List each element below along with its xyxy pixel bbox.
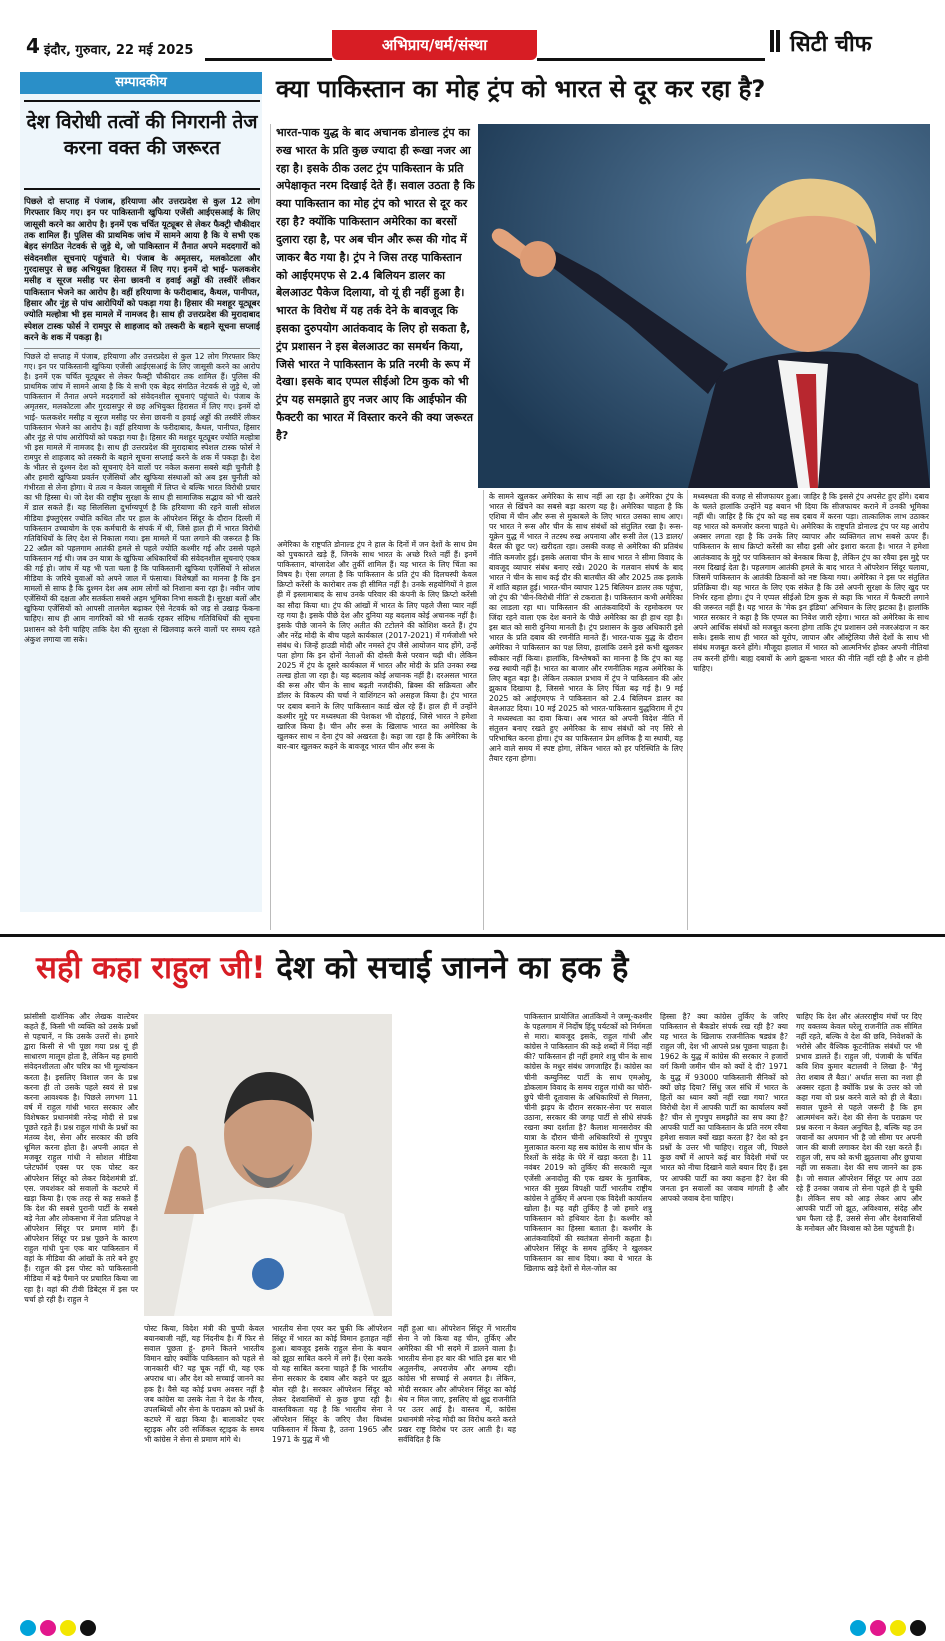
header-rule-left [205,58,332,61]
bottom-column-7: चाहिए कि देश और अंतरराष्ट्रीय मंचों पर दिए गए वक्तव्य केवल घरेलू राजनीति तक सीमित नहीं रहते, बल्कि वे देश की छवि, निवेशकों के भरोसे और वैश्विक कूटनीतिक संबंधों पर भी प्रभाव डालते हैं। राहुल जी, पंजाबी के चर्चित कवि शिव कुमार बटालवी ने लिखा है- 'मैनूं तेरा शबाब लै बैठा।' अर्थात सत्ता का नशा ही अक्सर रहता है क्योंकि प्रश्न के उत्तर को जो कहा गया वो प्रश्न करने वाले को ही ले बैठा। सवाल पूछने से पहले जरूरी है कि हम आत्ममंथन करें। देश की सेना के पराक्रम पर प्रश्न करना न केवल अनुचित है, बल्कि यह उन जवानों का अपमान भी है जो सीमा पर अपनी जान की बाजी लगाकर देश की रक्षा करते हैं। राहुल जी, सच को कभी झुठलाया और छुपाया नहीं जा सकता। देश की सच जानने का हक है। जो सवाल ऑपरेशन सिंदूर पर आप उठा रहे हैं उनका जवाब तो सेना पहले ही दे चुकी है। लेकिन सच को आड़ लेकर आप और आपकी पार्टी जो झूठ, अविश्वास, संदेह और भ्रम फैला रहे हैं, उससे सेना और देशवासियों के मनोबल और विश्वास को ठेस पहुंचती है। [796,1012,922,1233]
registration-mark-icon [910,1620,926,1636]
person-speaking-photo [144,1014,392,1316]
photo-illustration-2 [144,1014,392,1316]
editorial-lead: पिछले दो सप्ताह में पंजाब, हरियाणा और उत्तरप्रदेश से कुल 12 लोग गिरफ्तार किए गए। इन पर पाकिस्तानी खुफिया एजेंसी आईएसआई के लिए जासूसी करने का आरोप है। इनमें एक चर्चित यूट्यूबर से लेकर फैक्ट्री चौकीदार तक शामिल हैं। पुलिस की प्राथमिक जांच में सामने आया है कि ये सभी एक बेहद संगठित नेटवर्क से जुड़े थे, जो पाकिस्तान में तैनात अपने मददगारों को संवेदनशील सूचनाएं पहुंचाते थे। पंजाब के अमृतसर, मलकोटला और गुरदासपुर से छह अभियुक्त हिरासत में लिए गए। इनमें दो भाई- फलकशेर मसीह व सूरज मसीह पर सेना छावनी व हवाई अड्डों की तस्वीरें लीकर पाकिस्तान भेजने का आरोप है। वहीं हरियाणा के फरीदाबाद, कैथल, पानीपत, हिसार और नूंह से पांच आरोपियों को पकड़ा गया है। हिसार की मशहूर यूट्यूबर ज्योति मल्होत्रा भी इस मामले में नामजद है। साथ ही उत्तरप्रदेश की मुरादाबाद स्पेशल टास्क फोर्स ने रामपुर से शाहजाद को तस्करी के बहाने सूचना सप्लाई करने के शक में पकड़ा है। [24,196,260,343]
column-rule [687,490,688,930]
editorial-label: सम्पादकीय [20,72,262,94]
registration-mark-icon [890,1620,906,1636]
registration-mark-icon [850,1620,866,1636]
bottom-headline [36,948,916,988]
section-tab: अभिप्राय/धर्म/संस्था [332,30,537,60]
dateline: इंदौर, गुरुवार, 22 मई 2025 [44,43,194,58]
column-rule [483,490,484,930]
editorial-rule-2 [24,188,260,190]
bottom-column-6: हिस्सा है? क्या कांग्रेस तुर्किए के जरिए पाकिस्तान से बैकडोर संपर्क रख रही है? क्या यह भारत के खिलाफ राजनीतिक षड्यंत्र है? राहुल जी, देश भी आपसे प्रश्न पूछना चाहता है। 1962 के युद्ध में कांग्रेस की सरकार ने हजारों वर्ग किमी जमीन चीन को क्यों दे दी? 1971 के युद्ध में 93000 पाकिस्तानी सैनिकों को क्यों छोड़ दिया? सिंधु जल संधि में भारत के हितों का ध्यान क्यों नहीं रखा गया? भारत विरोधी देश में आपकी पार्टी का कार्यालय क्यों है? चीन से गुपचुप समझौते का सच क्या है? आपकी पार्टी का पाकिस्तान के प्रति नरम रवैया हमेशा सवाल क्यों खड़ा करता है? देश को इन प्रश्नों के उत्तर भी चाहिए। राहुल जी, पिछले कुछ वर्षों में आपने कई बार विदेशी मंचों पर भारत को नीचा दिखाने वाले बयान दिए हैं। इस पर आपकी पार्टी का क्या कहना है? देश की जनता इन सवालों का जवाब मांगती है और आपको जवाब देना चाहिए। [660,1012,788,1203]
brand-bars-icon [770,30,782,56]
bottom-headline-red: सही कहा राहुल जी! [36,950,266,986]
main-column-3: मध्यस्थता की वजह से सीजफायर हुआ। जाहिर है कि इससे ट्रंप अपसेट हुए होंगे। दबाव के चलते हालांकि उन्होंने यह बयान भी दिया कि सीजफायर कराने में उनकी भूमिका नहीं थी। जाहिर है कि ट्रंप को यह सब दबाव में करना पड़ा। तात्कालिक लाभ उठाकर वह भारत को कमजोर करना चाहते थे। अमेरिका के राष्ट्रपति डोनाल्ड ट्रंप पर यह आरोप अक्सर लगता रहा है कि उनके लिए व्यापार और व्यक्तिगत लाभ सबसे ऊपर हैं। पाकिस्तान के साथ क्रिप्टो करेंसी का सौदा इसी ओर इशारा करता है। भारत ने हमेशा आतंकवाद के मुद्दे पर पाकिस्तान को बेनकाब किया है, लेकिन ट्रंप का रवैया इस मुद्दे पर नरम दिखाई देता है। पहलगाम आतंकी हमले के बाद भारत ने ऑपरेशन सिंदूर चलाया, जिसमें पाकिस्तान के आतंकी ठिकानों को नष्ट किया गया। अमेरिका ने इस पर संतुलित प्रतिक्रिया दी। यह भारत के लिए एक संकेत है कि उसे अपनी सुरक्षा के लिए खुद पर निर्भर रहना होगा। ट्रंप ने एप्पल सीईओ टिम कुक से कहा कि भारत में फैक्टरी लगाने की जरूरत नहीं है। यह भारत के 'मेक इन इंडिया' अभियान के लिए झटका है। हालांकि भारत सरकार ने कहा है कि एप्पल का निवेश जारी रहेगा। भारत को अमेरिका के साथ अपने आर्थिक संबंधों को मजबूत करना होगा ताकि ट्रंप प्रशासन उसे नजरअंदाज न कर सके। इसके साथ ही भारत को यूरोप, जापान और ऑस्ट्रेलिया जैसे देशों के साथ भी संबंध मजबूत करने होंगे। मौजूदा हालात में भारत को आत्मनिर्भर होकर अपनी नीतियां तय करनी होंगी। बाह्य दबावों के आगे झुकना भारत की नीति नहीं रही है और न होनी चाहिए। [693,492,929,673]
main-column-1: अमेरिका के राष्ट्रपति डोनाल्ड ट्रंप ने हाल के दिनों में जन देशों के साथ प्रेम को पुचकारते खड़े हैं, जिनके साथ भारत के अच्छे रिश्ते नहीं हैं। इनमें पाकिस्तान, बांग्लादेश और तुर्की शामिल हैं। यह भारत के लिए चिंता का विषय है। ऐसा लगता है कि पाकिस्तान के प्रति ट्रंप की दिलचस्पी केवल क्रिप्टो करेंसी के कारोबार तक ही सीमित नहीं है। उनके सहयोगियों ने हाल ही में इस्लामाबाद के साथ उनके परिवार की कंपनी के लिए क्रिप्टो करेंसी का सौदा किया था। ट्रंप की आंखों में भारत के लिए पहले जैसा प्यार नहीं रह गया है। इसके पीछे देश और दुनिया यह बदलाव कोई अचानक नहीं है। इसके पीछे जानने के लिए अतीत की टटोलने की कोशिश करते हैं। ट्रंप और नरेंद्र मोदी के बीच पहले कार्यकाल (2017-2021) में गर्मजोशी भरे संबंध थे। जिन्हें हाउडी मोदी और नमस्ते ट्रंप जैसे आयोजन याद होंगे, उन्हें पता होगा कि इन दोनों नेताओं की दोस्ती कैसे परवान चढ़ी थी। लेकिन 2025 में ट्रंप के दूसरे कार्यकाल में भारत और मोदी के प्रति उनका रुख तल्ख होता जा रहा है। यह बदलाव कोई अचानक नहीं है। दरअसल भारत की रूस और चीन के साथ बढ़ती नजदीकी, ब्रिक्स की सक्रियता और डॉलर के विकल्प की चर्चा ने वाशिंगटन को असहज किया है। ट्रंप भारत पर दबाव बनाने के लिए पाकिस्तान कार्ड खेल रहे हैं। हाल ही में उन्होंने कश्मीर मुद्दे पर मध्यस्थता की पेशकश भी दोहराई, जिसे भारत ने हमेशा खारिज किया है। चीन और रूस के खिलाफ भारत का अमेरिका के खुलकर साथ न देना ट्रंप को अखरता है। कहा जा रहा है कि अमेरिका के बार-बार खुलकर कहने के बावजूद भारत चीन और रूस के [277,540,477,751]
main-column-2: के सामने खुलकर अमेरिका के साथ नहीं आ रहा है। अमेरिका ट्रंप के भारत से खिंचने का सबसे बड़ा कारण यह है। अमेरिका चाहता है कि एशिया में चीन और रूस से मुकाबले के लिए भारत उसका साथ आए। पर भारत ने रूस और चीन के साथ संबंधों को संतुलित रखा है। रूस-यूक्रेन युद्ध में भारत ने तटस्थ रुख अपनाया और रूसी तेल (13 डालर/बैरल की छूट पर) खरीदता रहा। उसकी वजह से अमेरिका की प्रतिबंध नीति कमजोर हुई। इसके अलावा चीन के साथ भारत ने सीमा विवाद के बावजूद व्यापार संबंध बनाए रखे। 2020 के गलवान संघर्ष के बाद भारत ने चीन के साथ कई दौर की बातचीत की और 2025 तक इलाके में शांति बहाल हुई। भारत-चीन व्यापार 125 बिलियन डालर तक पहुंचा, जो ट्रंप की 'चीन-विरोधी नीति' से टकराता है। पाकिस्तान कभी अमेरिका का लाडला रहा था। पाकिस्तान की आतंकवादियों के रहमोकरम पर जिंदा रहने वाला एक देश बनाने के पीछे अमेरिका का ही हाथ रहा है। इस बात को सारी दुनिया मानती है। ट्रंप प्रशासन के कुछ अधिकारी इसे भारत के प्रति दबाव की रणनीति मानते हैं। भारत-पाक युद्ध के दौरान अमेरिका ने पाकिस्तान का पक्ष लिया, हालांकि उसने इसे कभी खुलकर स्वीकार नहीं किया। हालांकि, विश्लेषकों का मानना है कि ट्रंप का यह रुख स्थायी नहीं है। भारत का बाजार और रणनीतिक महत्व अमेरिका के लिए बहुत बड़ा है। लेकिन तत्काल प्रभाव में ट्रंप ने पाकिस्तान की ओर झुकाव दिखाया है, जिससे भारत के लिए चिंता बढ़ गई है। 9 मई 2025 को आईएमएफ ने पाकिस्तान को 2.4 बिलियन डालर का बेलआउट दिया। 10 मई 2025 को भारत-पाकिस्तान युद्धविराम में ट्रंप ने मध्यस्थता का दावा किया। अब भारत को अपनी विदेश नीति में संतुलन बनाए रखते हुए अमेरिका के साथ संबंधों को नए सिरे से परिभाषित करना होगा। ट्रंप का पाकिस्तान प्रेम क्षणिक है या स्थायी, यह आने वाले समय में स्पष्ट होगा, लेकिन भारत को हर परिस्थिति के लिए तैयार रहना होगा। [489,492,683,764]
person-pointing-photo [478,124,930,488]
brand-name: सिटी चीफ [790,32,872,57]
registration-mark-icon [20,1620,36,1636]
photo-illustration [478,124,930,488]
editorial-rule-3 [24,348,260,349]
editorial-headline: देश विरोधी तत्वों की निगरानी तेज करना वक्त की जरूरत [26,111,258,159]
registration-mark-icon [40,1620,56,1636]
page-header [0,0,945,70]
bottom-column-5: पाकिस्तान प्रायोजित आतंकियों ने जम्मू-कश्मीर के पहलगाम में निर्दोष हिंदू पर्यटकों को निर्ममता से मारा। बावजूद इसके, राहुल गांधी और कांग्रेस ने पाकिस्तान की कड़े शब्दों में निंदा नहीं की? पाकिस्तान ही नहीं हमारे शत्रु चीन के साथ कांग्रेस के मधुर संबंध जगजाहिर हैं। कांग्रेस का चीनी कम्युनिस्ट पार्टी के साथ एमओयू, डोकलाम विवाद के समय राहुल गांधी का चोरी-छुपे चीनी दूतावास के अधिकारियों से मिलना, चीनी झड़प के दौरान सरकार-सेना पर सवाल उठाना, सरकार की जगह पार्टी से सीधे संपर्क रखना क्या दर्शाता है? कैलाश मानसरोवर की यात्रा के दौरान चीनी अधिकारियों से गुपचुप मुलाकात करना यह सब कांग्रेस के साथ चीन के रिश्तों के संदेह के घेरे में खड़ा करता है। 11 नवंबर 2019 को तुर्किए की सरकारी न्यूज एजेंसी अनादोलु की एक खबर के मुताबिक, भारत की मुख्य विपक्षी पार्टी भारतीय राष्ट्रीय कांग्रेस ने तुर्किए में अपना एक विदेशी कार्यालय खोला है। यह वही तुर्किए है जो हमारे शत्रु पाकिस्तान को हथियार देता है। कश्मीर को पाकिस्तान का हिस्सा बताता है। कश्मीर के आतंकवादियों की स्वतंत्रता सेनानी कहता है। ऑपरेशन सिंदूर के समय तुर्किए ने खुलकर पाकिस्तान का साथ दिया। क्या ये भारत के खिलाफ खड़े देशों से मेल-जोल का [524,1012,652,1274]
main-headline: क्या पाकिस्तान का मोह ट्रंप को भारत से दूर कर रहा है? [276,75,766,103]
main-deck: भारत-पाक युद्ध के बाद अचानक डोनाल्ड ट्रंप का रुख भारत के प्रति कुछ ज्यादा ही रूखा नजर आ रहा है। इसके ठीक उलट ट्रंप पाकिस्तान के प्रति अपेक्षाकृत नरम दिखाई देते हैं। सवाल उठता है कि क्या पाकिस्तान का मोह ट्रंप को भारत से दूर कर रहा है? क्योंकि पाकिस्तान अमेरिका का बरसों दुलारा रहा है, पर अब चीन और रूस की गोद में जाकर बैठ गया है। ट्रंप ने जिस तरह पाकिस्तान को आईएमएफ से 2.4 बिलियन डालर का बेलआउट पैकेज दिलाया, वो यूं ही नहीं हुआ है। भारत के विरोध में यह तर्क देने के बावजूद कि इसका दुरुपयोग आतंकवाद के लिए हो सकता है, ट्रंप प्रशासन ने इस बेलआउट का समर्थन किया, जिसे भारत ने पाकिस्तान के प्रति नरमी के रूप में देखा। इसके बाद एप्पल सीईओ टिम कुक को भी ट्रंप यह समझाते हुए नजर आए कि आईफोन की फैक्टरी का भारत में विस्तार करने की क्या जरूरत है? [276,126,475,442]
header-rule-right [537,58,765,61]
registration-mark-icon [80,1620,96,1636]
section-divider [0,934,945,937]
bottom-column-4: नहीं हुआ था। ऑपरेशन सिंदूर में भारतीय सेना ने जो किया वह चीन, तुर्किए और अमेरिका की भी सदमे में डालने वाला है। भारतीय सेना हर बार की भांति इस बार भी अतुलनीय, अपराजेय और अगम्य रही। कांग्रेस भी सच्चाई से अवगत है। लेकिन, मोदी सरकार और ऑपरेशन सिंदूर का कोई श्रेय न मिल जाए, इसलिए वो क्षुद्र राजनीति पर उतर आई है। वास्तव में, कांग्रेस प्रधानमंत्री नरेन्द्र मोदी का विरोध करते करते प्रखर राष्ट्र विरोध पर उतर आती है। यह सर्वविदित है कि [398,1324,516,1445]
registration-mark-icon [60,1620,76,1636]
bottom-headline-black: देश को सचाई जानने का हक है [276,950,629,986]
editorial-rule [24,100,260,102]
registration-mark-icon [870,1620,886,1636]
page-number: 4 [26,34,40,58]
column-rule [270,124,271,930]
editorial-body: पिछले दो सप्ताह में पंजाब, हरियाणा और उत्तरप्रदेश से कुल 12 लोग गिरफ्तार किए गए। इन पर पाकिस्तानी खुफिया एजेंसी आईएसआई के लिए जासूसी करने का आरोप है। इनमें एक चर्चित यूट्यूबर से लेकर फैक्ट्री चौकीदार तक शामिल हैं। पुलिस की प्राथमिक जांच में सामने आया है कि ये सभी एक बेहद संगठित नेटवर्क से जुड़े थे, जो पाकिस्तान में तैनात अपने मददगारों को संवेदनशील सूचनाएं पहुंचाते थे। पंजाब के अमृतसर, मलकोटला और गुरदासपुर से छह अभियुक्त हिरासत में लिए गए। इनमें दो भाई- फलकशेर मसीह व सूरज मसीह पर सेना छावनी व हवाई अड्डों की तस्वीरें लीकर पाकिस्तान भेजने का आरोप है। वहीं हरियाणा के फरीदाबाद, कैथल, पानीपत, हिसार और नूंह से पांच आरोपियों को पकड़ा गया है। हिसार की मशहूर यूट्यूबर ज्योति मल्होत्रा भी इस मामले में नामजद है। साथ ही उत्तरप्रदेश की मुरादाबाद स्पेशल टास्क फोर्स ने रामपुर से शाहजाद को तस्करी के बहाने सूचना सप्लाई करने के शक में पकड़ा है। देश के भीतर से दुश्मन देश को सूचनाएं देने वालों पर नकेल कसना सबसे बड़ी चुनौती है और हमारी खुफिया प्रवर्तन एजेंसियों और खुफिया संस्थाओं को अब इस चुनौती को गंभीरता से लेना होगा। ये तत्व न केवल जासूसी में लिप्त थे बल्कि भारत विरोधी प्रचार का भी हिस्सा थे। जो देश की राष्ट्रीय सुरक्षा के साथ ही सामाजिक सद्भाव को भी खतरे में डाल सकते हैं। यह सिलसिला दुर्भाग्यपूर्ण है कि हरियाणा की रहने वाली सोशल मीडिया इंफ्लुएंसर ज्योति कथित तौर पर हाल के ऑपरेशन सिंदूर के दौरान दिल्ली में पाकिस्तान उच्चायोग के एक कर्मचारी के संपर्क में थी, जिसे हाल ही में भारत विरोधी गतिविधियों के लिए देश से निकाला गया। इस मामले में पता लगाने की जरूरत है कि 22 अप्रैल को पहलगाम आतंकी हमले से पहले ज्योति कश्मीर गई और उससे पहले पाकिस्तान गई थी। जब उन यात्रा के खुफिया अधिकारियों की संवेदनशील सूचनाएं एकत्र की गई हो। जांच में यह भी पता चला है कि पाकिस्तानी खुफिया एजेंसियों ने सोशल मीडिया के जरिये युवाओं को अपने जाल में फंसाया। विशेषज्ञों का मानना है कि इन मामलों से साफ है कि दुश्मन देश अब आम लोगों को निशाना बना रहा है। नवीन जांच एजेंसियों की दक्षता और सतर्कता सबसे अहम भूमिका निभा सकती है। सुरक्षा बलों और खुफिया एजेंसियों को आपसी तालमेल बढ़ाकर ऐसे नेटवर्क को जड़ से उखाड़ फेंकना चाहिए। साथ ही आम नागरिकों को भी सतर्क रहकर संदिग्ध गतिविधियों की सूचना प्रशासन को देनी चाहिए ताकि देश की सुरक्षा से खिलवाड़ करने वालों पर समय रहते अंकुश लगाया जा सके। [24,352,260,644]
bottom-column-2: पोस्ट किया, विदेश मंत्री की चुप्पी केवल बयानबाजी नहीं, यह निंदनीय है। मैं फिर से सवाल पूछता हूं- हमने कितने भारतीय विमान खोए क्योंकि पाकिस्तान को पहले से जानकारी थी? यह चूक नहीं थी, यह एक अपराध था। और देश को सच्चाई जानने का हक है। वैसे यह कोई प्रथम अवसर नहीं है जब कांग्रेस या उसके नेता ने देश के गौरव, उपलब्धियों और सेना के पराक्रम को प्रश्नों के कटघरे में खड़ा किया है। बालाकोट एयर स्ट्राइक और उरी सर्जिकल स्ट्राइक के समय भी कांग्रेस ने सेना से प्रमाण मांगे थे। [144,1324,264,1445]
bottom-column-1: फ्रांसीसी दार्शनिक और लेखक वाल्टेयर कहते हैं, किसी भी व्यक्ति को उसके प्रश्नों से पहचानें, न कि उसके उत्तरों से। हमारे द्वारा किसी से भी पूछा गया प्रश्न यूं ही साधारण मालूम होता है, लेकिन यह हमारी संवेदनशीलता और चरित्र का भी मूल्यांकन करता है। इसलिए विशाल जन के प्रश्न करना ही तो उसके पहले स्वयं से प्रश्न करना आवश्यक है। पिछले लगभग 11 वर्ष में राहुल गांधी भारत सरकार और विशेषकर प्रधानमंत्री नरेन्द्र मोदी से प्रश्न पूछते रहते हैं। प्रश्न राहुल गांधी के प्रश्नों का मंतव्य देश, सेना और सरकार की छवि धूमिल करना होता है। अपनी आदत से मजबूर राहुल गांधी ने सोशल मीडिया प्लेटफॉर्म एक्स पर एक पोस्ट कर ऑपरेशन सिंदूर को लेकर विदेशमंत्री डॉ. एस. जयशंकर को सवालों के कटघरे में खड़ा किया है। एक तरह से कह सकते हैं कि देश की सबसे पुरानी पार्टी के सबसे बड़े नेता और लोकसभा में नेता प्रतिपक्ष ने ऑपरेशन सिंदूर पर प्रमाण मांगे हैं। ऑपरेशन सिंदूर पर प्रश्न पूछने के कारण राहुल गांधी पुनः एक बार पाकिस्तान में वहां के मीडिया की आंखों के तारे बने हुए हैं। राहुल की इस पोस्ट को पाकिस्तानी मीडिया में बड़े पैमाने पर प्रचारित किया जा रहा है। वहां की टीवी डिबेट्स में इस पर चर्चा हो रही है। राहुल ने [24,1012,138,1304]
bottom-column-3: भारतीय सेना एयर कर चुकी कि ऑपरेशन सिंदूर में भारत का कोई विमान हताहत नहीं हुआ। बावजूद इसके राहुल सेना के बयान को झूठा साबित करने में लगे हैं। ऐसा करके वो यह साबित करना चाहते हैं कि भारतीय सेना सरकार के दबाव और कहने पर झूठ बोल रही है। सरकार ऑपरेशन सिंदूर को लेकर देशवासियों से कुछ छुपा रही है। वास्तविकता यह है कि भारतीय सेना ने ऑपरेशन सिंदूर के जरिए जैश विध्वंस पाकिस्तान में किया है, उतना 1965 और 1971 के युद्ध में भी [272,1324,392,1445]
